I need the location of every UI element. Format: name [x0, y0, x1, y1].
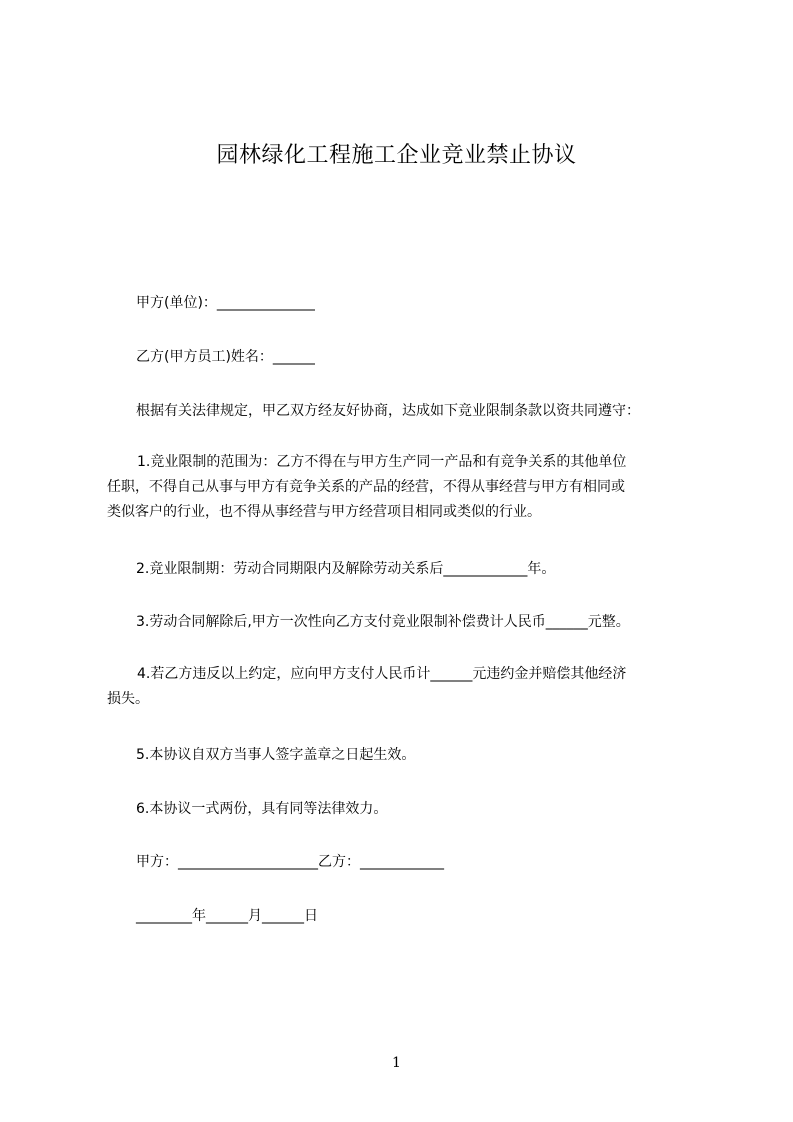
page-number: 1: [392, 1055, 401, 1071]
clause-6: 6.本协议一式两份，具有同等法律效力。: [136, 801, 388, 817]
clause-5: 5.本协议自双方当事人签字盖章之日起生效。: [136, 747, 416, 763]
signature-line: 甲方：____________________乙方：____________: [136, 854, 444, 870]
clause-3: 3.劳动合同解除后,甲方一次性向乙方支付竞业限制补偿费计人民币______元整。: [136, 614, 630, 630]
clause-4-line-1: 4.若乙方违反以上约定，应向甲方支付人民币计______元违约金并赔偿其他经济: [137, 666, 627, 682]
clause-4: [107, 662, 707, 712]
clause-4-line-2: 损失。: [107, 691, 149, 707]
date-line: ________年______月______日: [136, 908, 318, 924]
clause-1: [107, 450, 707, 525]
clause-1-line-3: 类似客户的行业，也不得从事经营与甲方经营项目相同或类似的行业。: [107, 504, 541, 520]
clause-2: 2.竞业限制期：劳动合同期限内及解除劳动关系后____________年。: [136, 561, 556, 577]
intro-paragraph: 根据有关法律规定，甲乙双方经友好协商，达成如下竞业限制条款以资共同遵守：: [136, 403, 640, 419]
party-a-unit-line: 甲方(单位)：______________: [136, 295, 315, 311]
clause-1-line-2: 任职，不得自己从事与甲方有竞争关系的产品的经营，不得从事经营与甲方有相同或: [107, 479, 625, 495]
clause-1-line-1: 1.竞业限制的范围为：乙方不得在与甲方生产同一产品和有竞争关系的其他单位: [137, 454, 627, 470]
party-b-name-line: 乙方(甲方员工)姓名：______: [136, 349, 315, 365]
document-title: 园林绿化工程施工企业竞业禁止协议: [216, 143, 577, 168]
